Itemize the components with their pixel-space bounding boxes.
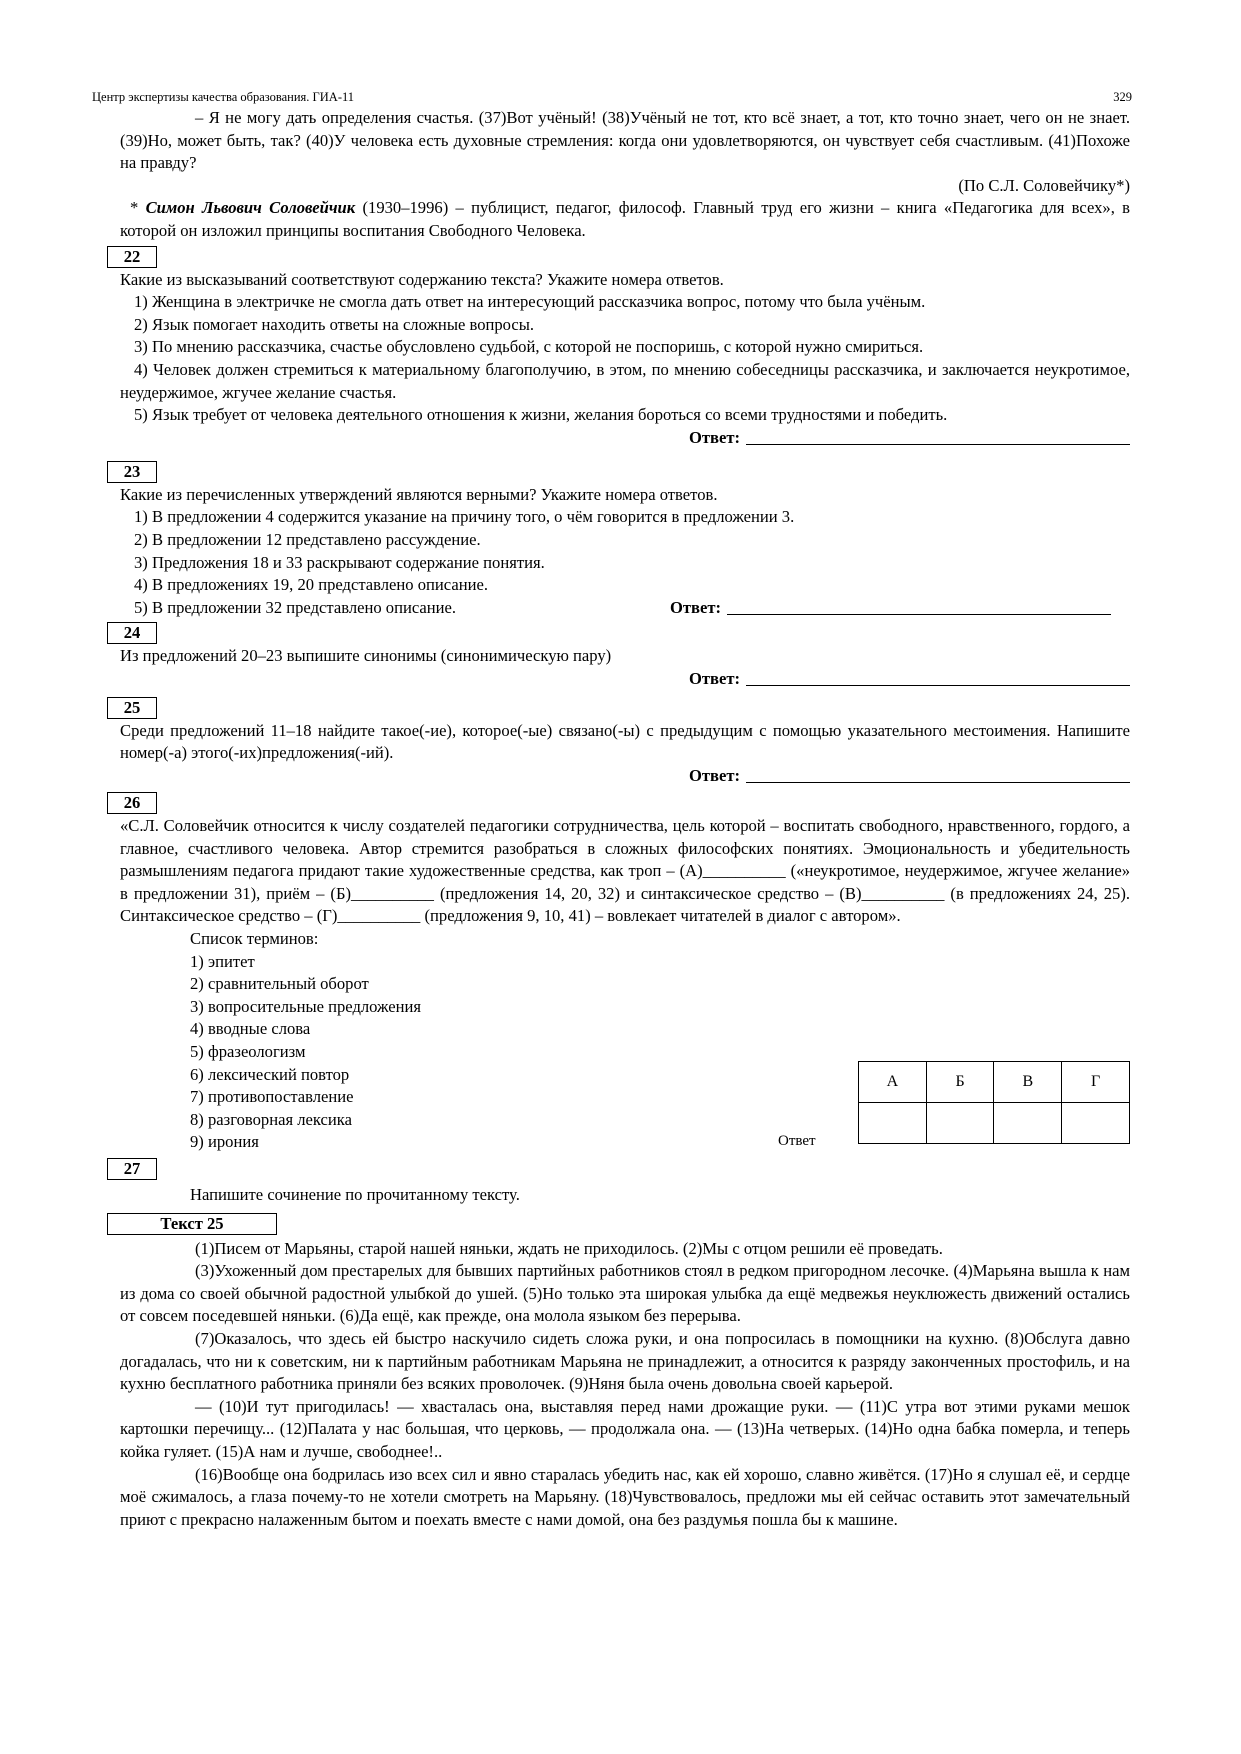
q24-answer-field[interactable] bbox=[746, 669, 1130, 686]
footnote-name: Симон Львович Соловейчик bbox=[145, 198, 356, 218]
q23-option-5-row bbox=[120, 597, 1130, 620]
q22-answer bbox=[120, 427, 1130, 449]
answer-label: Ответ: bbox=[688, 766, 740, 786]
question-number-24: 24 bbox=[107, 622, 157, 644]
terms-title: Список терминов: bbox=[190, 929, 319, 949]
q23-prompt: Какие из перечисленных утверждений являются верными? Укажите номера ответов. bbox=[120, 484, 718, 504]
answer-grid bbox=[858, 1061, 1130, 1144]
question-number-22: 22 bbox=[107, 246, 157, 268]
term-5: 5) фразеологизм bbox=[190, 1042, 306, 1061]
q26-terms-block bbox=[120, 928, 1130, 1154]
grid-answer-label: Ответ bbox=[778, 1133, 816, 1150]
q22-option-3: 3) По мнению рассказчика, счастье обусловлено судьбой, с которой не поспоришь, с которой нужно смириться. bbox=[134, 337, 924, 357]
q23-option-3: 3) Предложения 18 и 33 раскрывают содержание понятия. bbox=[134, 552, 545, 572]
q22-option-2: 2) Язык помогает находить ответы на сложные вопросы. bbox=[134, 314, 535, 334]
q22-prompt: Какие из высказываний соответствуют содержанию текста? Укажите номера ответов. bbox=[120, 269, 724, 289]
question-number-23: 23 bbox=[107, 461, 157, 483]
q25-answer-field[interactable] bbox=[746, 766, 1130, 783]
term-3: 3) вопросительные предложения bbox=[190, 996, 422, 1016]
source-attribution: (По С.Л. Соловейчику*) bbox=[958, 175, 1130, 195]
term-2: 2) сравнительный оборот bbox=[190, 974, 369, 994]
question-number-25: 25 bbox=[107, 697, 157, 719]
grid-cell-b[interactable] bbox=[926, 1103, 994, 1144]
page-number: 329 bbox=[1113, 90, 1132, 104]
q26-text: «С.Л. Соловейчик относится к числу создателей педагогики сотрудничества, цель которой – воспитать свободного, нравственного, гордого, а главное, счастливого человека. Автор стремится разобраться в сложных философских понятиях. Эмоциональность и убедительность размышлениям педагога придают такие художественные средства, как троп – (А)__________ («неукротимое, неудержимое, жгучее желание» в предложении 31), приём – (Б)__________ (предложения 14, 20, 32) и синтаксическое средство – (В)__________ (в предложениях 24, 25). Синтаксическое средство – (Г)__________ (предложения 9, 10, 41) – вовлекает читателей в диалог с автором». bbox=[120, 816, 1130, 926]
term-4: 4) вводные слова bbox=[190, 1019, 311, 1039]
q23-option-4: 4) В предложениях 19, 20 представлено описание. bbox=[134, 575, 489, 595]
q23-answer-field[interactable] bbox=[727, 598, 1111, 615]
question-number-26: 26 bbox=[107, 792, 157, 814]
text-paragraph-5: (16)Вообще она бодрилась изо всех сил и явно старалась убедить нас, как ей хорошо, славно живётся. (17)Но я слушал её, и сердце моё сжималось, а глаза почему-то не хотели смотреть на Марьяну. (18)Чувствовалось, предложи мы ей сейчас оставить этот замечательный приют с прекрасно налаженным бытом и поехать вместе с нами домой, она без раздумья пошла бы к машине. bbox=[120, 1464, 1130, 1529]
q25-answer bbox=[120, 765, 1130, 787]
grid-cell-v[interactable] bbox=[994, 1103, 1062, 1144]
answer-label: Ответ: bbox=[688, 427, 740, 447]
intro-paragraph: – Я не могу дать определения счастья. (37)Вот учёный! (38)Учёный не тот, кто всё знает, а тот, кто точно знает, чего он не знает. (39)Но, может быть, так? (40)У человека есть духовные стремления: когда они удовлетворяются, он чувствует себя счастливым. (41)Похоже на правду? bbox=[120, 108, 1130, 173]
header-org: Центр экспертизы качества образования. ГИА-11 bbox=[92, 90, 355, 104]
q22-option-1: 1) Женщина в электричке не смогла дать ответ на интересующий рассказчика вопрос, потому что была учёным. bbox=[134, 292, 926, 312]
question-number-27: 27 bbox=[107, 1158, 157, 1180]
text-paragraph-1: (1)Писем от Марьяны, старой нашей няньки, ждать не приходилось. (2)Мы с отцом решили её проведать. bbox=[195, 1238, 943, 1258]
q27-prompt: Напишите сочинение по прочитанному тексту. bbox=[190, 1184, 520, 1204]
term-6: 6) лексический повтор bbox=[190, 1064, 350, 1084]
q22-option-5: 5) Язык требует от человека деятельного отношения к жизни, желания бороться со всеми трудностями и победить. bbox=[134, 405, 948, 425]
text-paragraph-3: (7)Оказалось, что здесь ей быстро наскучило сидеть сложа руки, и она попросилась в помощники на кухню. (8)Обслуга давно догадалась, что ни к советским, ни к партийным работникам Марьяна не принадлежит, а относится к разряду законченных простофиль, и на кухню бесплатного работника приняли без всяких проволочек. (9)Няня была очень довольна своей карьерой. bbox=[120, 1328, 1130, 1394]
grid-header-v: В bbox=[994, 1062, 1062, 1103]
grid-cell-a[interactable] bbox=[859, 1103, 927, 1144]
q23-option-2: 2) В предложении 12 представлено рассуждение. bbox=[134, 529, 481, 549]
text-paragraph-4: — (10)И тут пригодилась! — хвасталась она, выставляя перед нами дрожащие руки. — (11)С утра вот этими руками мешок картошки перечищу... (12)Палата у нас большая, что церковь, — продолжала она. — (13)На четверых. (14)Но одна бабка померла, и теперь койка гуляет. (15)А нам и лучше, свободнее!.. bbox=[120, 1396, 1130, 1461]
term-9: 9) ирония bbox=[190, 1132, 259, 1152]
footnote bbox=[120, 197, 1130, 242]
answer-label: Ответ: bbox=[688, 668, 740, 688]
page-body bbox=[120, 107, 1130, 1531]
q22-option-4: 4) Человек должен стремиться к материальному благополучию, в этом, по мнению собеседницы рассказчика, и заключается неукротимое, неудержимое, жгучее желание счастья. bbox=[120, 359, 1130, 402]
text-paragraph-2: (3)Ухоженный дом престарелых для бывших партийных работников стоял в редком пригородном лесочке. (4)Марьяна вышла к нам из дома со своей обычной радостной улыбкой до ушей. (5)Но только эта широкая улыбка да ещё медвежья неуклюжесть движений остались от совсем поседевшей няньки. (6)Да ещё, как прежде, она молола языком без перерыва. bbox=[120, 1261, 1130, 1326]
q23-option-5: 5) В предложении 32 представлено описание. bbox=[134, 597, 457, 617]
q25-prompt: Среди предложений 11–18 найдите такое(-ие), которое(-ые) связано(-ы) с предыдущим с помощью указательного местоимения. Напишите номер(-а) этого(-их)предложения(-ий). bbox=[120, 720, 1130, 763]
grid-header-g: Г bbox=[1062, 1062, 1130, 1103]
text-25-title: Текст 25 bbox=[107, 1213, 277, 1235]
footnote-text: (1930–1996) – публицист, педагог, философ. Главный труд его жизни – книга «Педагогика для всех», в которой он изложил принципы воспитания Свободного Человека. bbox=[120, 198, 1130, 240]
term-1: 1) эпитет bbox=[190, 951, 255, 971]
grid-header-a: А bbox=[859, 1062, 927, 1103]
footnote-mark: * bbox=[130, 198, 146, 218]
page-header bbox=[92, 90, 1132, 106]
grid-cell-g[interactable] bbox=[1062, 1103, 1130, 1144]
q24-prompt: Из предложений 20–23 выпишите синонимы (синонимическую пару) bbox=[120, 646, 612, 666]
q23-option-1: 1) В предложении 4 содержится указание на причину того, о чём говорится в предложении 3. bbox=[134, 507, 795, 527]
term-7: 7) противопоставление bbox=[190, 1087, 354, 1107]
term-8: 8) разговорная лексика bbox=[190, 1109, 352, 1129]
q23-answer bbox=[670, 597, 1111, 620]
q24-answer bbox=[120, 668, 1130, 690]
grid-header-b: Б bbox=[926, 1062, 994, 1103]
q22-answer-field[interactable] bbox=[746, 428, 1130, 445]
answer-label: Ответ: bbox=[670, 597, 722, 617]
